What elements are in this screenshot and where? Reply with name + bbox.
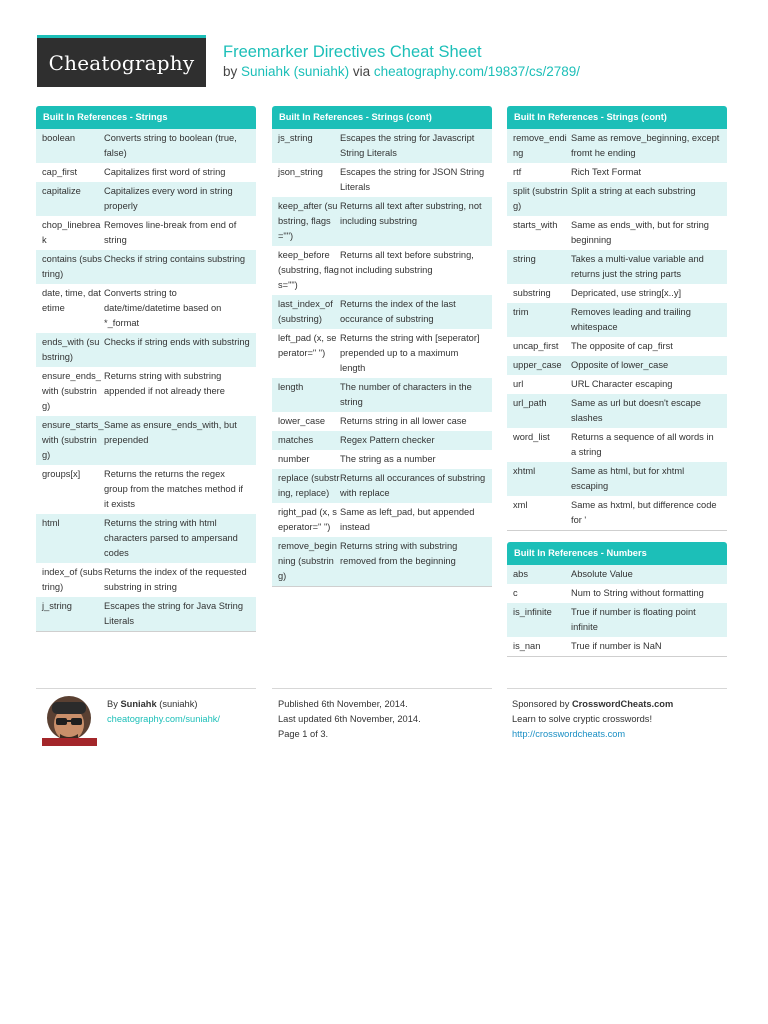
row-key: index_of (substring) bbox=[42, 567, 103, 592]
table-row bbox=[272, 197, 492, 246]
table-row bbox=[507, 462, 727, 496]
row-value: Returns all text before substring, not including substring bbox=[340, 250, 474, 275]
row-key: substring bbox=[513, 288, 551, 298]
row-key: is_nan bbox=[513, 641, 541, 651]
page-title: Freemarker Directives Cheat Sheet bbox=[223, 43, 482, 61]
column-3 bbox=[507, 106, 727, 657]
table-row bbox=[36, 163, 256, 182]
row-key: last_index_of (substring) bbox=[278, 299, 333, 324]
row-value: Same as html, but for xhtml escaping bbox=[571, 466, 685, 491]
table-row bbox=[507, 356, 727, 375]
row-key: word_list bbox=[513, 432, 550, 442]
table-row bbox=[36, 465, 256, 514]
row-key: right_pad (x, seperator=" ") bbox=[278, 507, 337, 532]
row-key: upper_case bbox=[513, 360, 562, 370]
row-value: Returns the string with [seperator] prepended up to a maximum length bbox=[340, 333, 480, 373]
row-key: xml bbox=[513, 500, 528, 510]
row-value: Returns the index of the requested substring in string bbox=[104, 567, 247, 592]
row-key: j_string bbox=[42, 601, 72, 611]
sheet-url-link[interactable]: cheatography.com/19837/cs/2789/ bbox=[373, 64, 581, 79]
table-row bbox=[272, 503, 492, 537]
table-row bbox=[36, 250, 256, 284]
table-row bbox=[36, 597, 256, 631]
published-date: Published 6th November, 2014. bbox=[278, 699, 408, 709]
section-body-strings bbox=[36, 129, 256, 632]
author-link[interactable]: Suniahk (suniahk) bbox=[241, 64, 350, 79]
table-row bbox=[272, 537, 492, 586]
row-key: c bbox=[513, 588, 518, 598]
row-value: Returns string with substring appended if not already there bbox=[104, 371, 225, 396]
row-key: xhtml bbox=[513, 466, 536, 476]
row-key: remove_ending bbox=[513, 133, 567, 158]
row-value: Escapes the string for Java String Literals bbox=[104, 601, 244, 626]
table-row bbox=[36, 333, 256, 367]
row-value: Checks if string contains substring bbox=[104, 254, 246, 264]
section-body-strings-cont-2 bbox=[507, 129, 727, 531]
footer-author-handle: (suniahk) bbox=[159, 699, 198, 709]
row-value: Same as remove_beginning, except fromt he ending bbox=[571, 133, 720, 158]
table-row bbox=[507, 603, 727, 637]
table-row bbox=[507, 182, 727, 216]
table-row bbox=[507, 565, 727, 584]
row-key: boolean bbox=[42, 133, 76, 143]
table-row bbox=[272, 295, 492, 329]
footer-divider-1 bbox=[36, 688, 256, 689]
row-key: date, time, datetime bbox=[42, 288, 101, 313]
table-row bbox=[272, 329, 492, 378]
row-key: left_pad (x, seperator=" ") bbox=[278, 333, 337, 358]
table-row bbox=[507, 284, 727, 303]
table-row bbox=[507, 375, 727, 394]
table-row bbox=[507, 163, 727, 182]
section-header-strings-cont-2: Built In References - Strings (cont) bbox=[507, 106, 727, 129]
row-value: Same as left_pad, but appended instead bbox=[340, 507, 475, 532]
section-header-strings-cont: Built In References - Strings (cont) bbox=[272, 106, 492, 129]
table-row bbox=[507, 303, 727, 337]
row-key: uncap_first bbox=[513, 341, 559, 351]
row-key: groups[x] bbox=[42, 469, 81, 479]
row-value: URL Character escaping bbox=[571, 379, 673, 389]
table-row bbox=[507, 337, 727, 356]
table-row bbox=[507, 637, 727, 656]
footer-by-label: By bbox=[107, 699, 118, 709]
section-body-strings-cont bbox=[272, 129, 492, 587]
table-row bbox=[507, 216, 727, 250]
row-value: Removes leading and trailing whitespace bbox=[571, 307, 691, 332]
row-key: json_string bbox=[278, 167, 323, 177]
table-row bbox=[36, 563, 256, 597]
table-row bbox=[272, 469, 492, 503]
row-value: Returns a sequence of all words in a string bbox=[571, 432, 714, 457]
row-key: ends_with (substring) bbox=[42, 337, 100, 362]
column-2 bbox=[272, 106, 492, 587]
page-number: Page 1 of 3. bbox=[278, 729, 329, 739]
footer-sponsor bbox=[512, 697, 673, 742]
row-key: url bbox=[513, 379, 524, 389]
row-value: Num to String without formatting bbox=[571, 588, 704, 598]
row-key: split (substring) bbox=[513, 186, 568, 211]
sponsor-tagline: Learn to solve cryptic crosswords! bbox=[512, 714, 653, 724]
row-value: Same as hxtml, but difference code for ' bbox=[571, 500, 717, 525]
table-row bbox=[272, 450, 492, 469]
row-key: url_path bbox=[513, 398, 547, 408]
row-key: contains (substring) bbox=[42, 254, 102, 279]
row-key: chop_linebreak bbox=[42, 220, 101, 245]
row-key: remove_beginning (substring) bbox=[278, 541, 337, 581]
table-row bbox=[272, 246, 492, 295]
row-value: Converts string to boolean (true, false) bbox=[104, 133, 237, 158]
section-header-numbers: Built In References - Numbers bbox=[507, 542, 727, 565]
row-value: Takes a multi-value variable and returns just the string parts bbox=[571, 254, 704, 279]
cheatography-logo[interactable] bbox=[37, 35, 206, 87]
by-label: by bbox=[223, 64, 238, 79]
row-value: Rich Text Format bbox=[571, 167, 642, 177]
table-row bbox=[36, 416, 256, 465]
row-key: length bbox=[278, 382, 304, 392]
sponsored-label: Sponsored by bbox=[512, 699, 570, 709]
table-row bbox=[272, 129, 492, 163]
table-row bbox=[507, 394, 727, 428]
row-key: rtf bbox=[513, 167, 522, 177]
row-value: The string as a number bbox=[340, 454, 436, 464]
row-value: Removes line-break from end of string bbox=[104, 220, 237, 245]
section-header-strings: Built In References - Strings bbox=[36, 106, 256, 129]
updated-date: Last updated 6th November, 2014. bbox=[278, 714, 421, 724]
row-value: Converts string to date/time/datetime based on *_format bbox=[104, 288, 222, 328]
row-value: Regex Pattern checker bbox=[340, 435, 435, 445]
row-value: Same as ensure_ends_with, but prepended bbox=[104, 420, 237, 445]
author-avatar[interactable] bbox=[42, 694, 97, 746]
row-value: Absolute Value bbox=[571, 569, 633, 579]
table-row bbox=[507, 496, 727, 530]
row-value: Checks if string ends with substring bbox=[104, 337, 250, 347]
section-body-numbers bbox=[507, 565, 727, 657]
row-key: is_infinite bbox=[513, 607, 552, 617]
row-key: number bbox=[278, 454, 310, 464]
table-row bbox=[507, 584, 727, 603]
table-row bbox=[36, 182, 256, 216]
row-key: html bbox=[42, 518, 60, 528]
logo-text: Cheatography bbox=[48, 50, 195, 75]
row-key: keep_after (substring, flags="") bbox=[278, 201, 338, 241]
row-key: starts_with bbox=[513, 220, 558, 230]
row-value: Returns the returns the regex group from the matches method if it exists bbox=[104, 469, 244, 509]
via-label: via bbox=[352, 64, 371, 79]
table-row bbox=[36, 216, 256, 250]
table-row bbox=[507, 250, 727, 284]
row-value: The opposite of cap_first bbox=[571, 341, 673, 351]
row-value: True if number is floating point infinite bbox=[571, 607, 696, 632]
row-value: Split a string at each substring bbox=[571, 186, 696, 196]
row-key: ensure_starts_with (substring) bbox=[42, 420, 104, 460]
row-key: js_string bbox=[278, 133, 313, 143]
footer-author-name: Suniahk bbox=[120, 699, 157, 709]
row-key: abs bbox=[513, 569, 528, 579]
footer-publish-info bbox=[278, 697, 421, 742]
row-value: Capitalizes first word of string bbox=[104, 167, 226, 177]
table-row bbox=[272, 412, 492, 431]
row-value: Same as ends_with, but for string beginning bbox=[571, 220, 709, 245]
row-key: trim bbox=[513, 307, 529, 317]
row-key: cap_first bbox=[42, 167, 78, 177]
row-value: Returns all text after substring, not including substring bbox=[340, 201, 482, 226]
row-value: Returns string with substring removed from the beginning bbox=[340, 541, 458, 566]
table-row bbox=[507, 129, 727, 163]
row-value: Opposite of lower_case bbox=[571, 360, 669, 370]
footer-divider-3 bbox=[507, 688, 727, 689]
column-1 bbox=[36, 106, 256, 632]
row-value: Returns string in all lower case bbox=[340, 416, 467, 426]
sponsor-name: CrosswordCheats.com bbox=[571, 699, 674, 709]
footer-author bbox=[107, 697, 220, 727]
table-row bbox=[272, 431, 492, 450]
byline bbox=[223, 64, 580, 79]
footer-divider-2 bbox=[272, 688, 492, 689]
table-row bbox=[272, 378, 492, 412]
row-key: ensure_ends_with (substring) bbox=[42, 371, 101, 411]
table-row bbox=[507, 428, 727, 462]
row-value: Escapes the string for Javascript String Literals bbox=[340, 133, 475, 158]
row-value: Same as url but doesn't escape slashes bbox=[571, 398, 701, 423]
row-key: capitalize bbox=[42, 186, 81, 196]
footer-author-url[interactable]: cheatography.com/suniahk/ bbox=[107, 714, 221, 724]
row-key: lower_case bbox=[278, 416, 326, 426]
sponsor-url[interactable]: http://crosswordcheats.com bbox=[512, 729, 626, 739]
row-key: string bbox=[513, 254, 536, 264]
table-row bbox=[36, 284, 256, 333]
table-row bbox=[36, 514, 256, 563]
row-value: Returns the string with html characters parsed to ampersand codes bbox=[104, 518, 238, 558]
row-value: Returns the index of the last occurance of substring bbox=[340, 299, 456, 324]
row-value: Capitalizes every word in string properly bbox=[104, 186, 233, 211]
row-value: True if number is NaN bbox=[571, 641, 662, 651]
row-value: Depricated, use string[x..y] bbox=[571, 288, 682, 298]
row-value: Escapes the string for JSON String Literals bbox=[340, 167, 485, 192]
table-row bbox=[36, 129, 256, 163]
table-row bbox=[272, 163, 492, 197]
row-key: keep_before (substring, flags="") bbox=[278, 250, 339, 290]
row-key: matches bbox=[278, 435, 314, 445]
row-value: Returns all occurances of substring with replace bbox=[340, 473, 486, 498]
row-value: The number of characters in the string bbox=[340, 382, 472, 407]
row-key: replace (substring, replace) bbox=[278, 473, 340, 498]
table-row bbox=[36, 367, 256, 416]
